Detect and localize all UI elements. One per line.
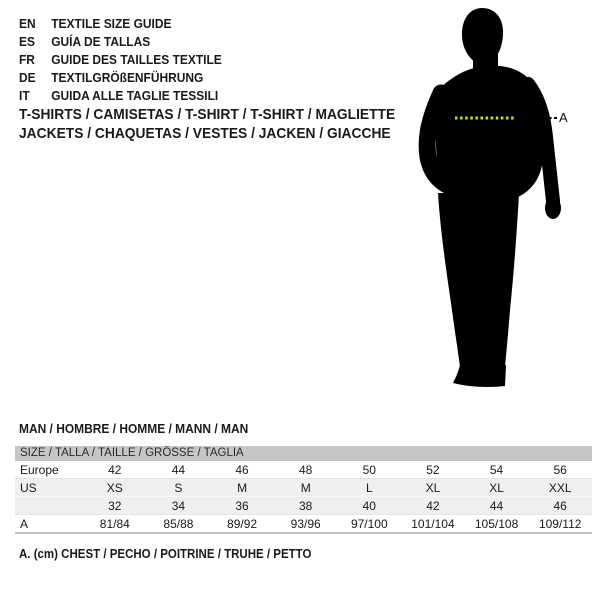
measure-label-a: A [559, 110, 568, 125]
product-type-lines [19, 105, 395, 143]
product-line-jackets: JACKETS / CHAQUETAS / VESTES / JACKEN / GIACCHE [19, 125, 391, 142]
size-cell: XXL [528, 479, 592, 497]
language-row-es [19, 33, 222, 51]
table-row-europe [15, 461, 592, 479]
man-silhouette-figure [410, 5, 580, 390]
row-label: Europe [20, 462, 59, 477]
row-label [15, 497, 83, 515]
size-cell: XL [401, 479, 465, 497]
size-cell: XL [465, 479, 529, 497]
size-cell: 54 [489, 462, 504, 477]
size-cell: M [274, 479, 338, 497]
size-cell: 52 [426, 462, 440, 477]
size-cell: 48 [299, 462, 313, 477]
man-silhouette-svg [410, 5, 580, 390]
silhouette-shapes [436, 8, 561, 387]
size-cell: L [338, 479, 402, 497]
language-code: FR [19, 52, 35, 67]
size-cell: 89/92 [210, 515, 274, 534]
language-row-en [19, 15, 222, 33]
size-cell: 56 [553, 462, 567, 477]
size-cell: 44 [171, 462, 186, 477]
table-row-us-numbers [15, 497, 592, 515]
size-table-header: SIZE / TALLA / TAILLE / GRÖSSE / TAGLIA [15, 446, 592, 461]
language-row-it [19, 87, 222, 105]
language-code: EN [19, 16, 36, 31]
size-cell: 93/96 [274, 515, 338, 534]
man-section-title: MAN / HOMBRE / HOMME / MANN / MAN [19, 421, 249, 436]
size-cell: 38 [274, 497, 338, 515]
language-list [19, 15, 222, 105]
size-table [15, 446, 592, 534]
size-cell: 32 [83, 497, 147, 515]
language-code: ES [19, 34, 35, 49]
language-row-de [19, 69, 222, 87]
table-row-us-letters [15, 479, 592, 497]
size-cell: 81/84 [83, 515, 147, 534]
size-cell: 97/100 [338, 515, 402, 534]
size-cell: 46 [528, 497, 592, 515]
language-label: TEXTILGRÖßENFÜHRUNG [51, 70, 204, 85]
language-label: GUÍA DE TALLAS [51, 34, 151, 49]
size-cell: 34 [147, 497, 211, 515]
size-cell: 109/112 [528, 515, 592, 534]
size-cell: 42 [108, 462, 122, 477]
row-label: A [15, 515, 83, 534]
size-table-grid [15, 461, 592, 534]
size-cell: 50 [362, 462, 376, 477]
language-code: DE [19, 70, 36, 85]
language-label: GUIDA ALLE TAGLIE TESSILI [51, 88, 219, 103]
table-row-a-chest [15, 515, 592, 534]
size-cell: 101/104 [401, 515, 465, 534]
product-line-tshirts: T-SHIRTS / CAMISETAS / T-SHIRT / T-SHIRT / MAGLIETTE [19, 106, 396, 123]
size-cell: 36 [210, 497, 274, 515]
language-code: IT [19, 88, 30, 103]
size-cell: 105/108 [465, 515, 529, 534]
size-cell: M [210, 479, 274, 497]
size-cell: XS [83, 479, 147, 497]
language-row-fr [19, 51, 222, 69]
size-cell: 46 [235, 462, 249, 477]
size-cell: 40 [338, 497, 402, 515]
language-label: GUIDE DES TAILLES TEXTILE [51, 52, 222, 67]
size-cell: 44 [465, 497, 529, 515]
size-cell: S [147, 479, 211, 497]
measurement-footnote: A. (cm) CHEST / PECHO / POITRINE / TRUHE / PETTO [19, 547, 312, 561]
language-label: TEXTILE SIZE GUIDE [51, 16, 172, 31]
size-cell: 42 [401, 497, 465, 515]
size-cell: 85/88 [147, 515, 211, 534]
row-label: US [15, 479, 83, 497]
